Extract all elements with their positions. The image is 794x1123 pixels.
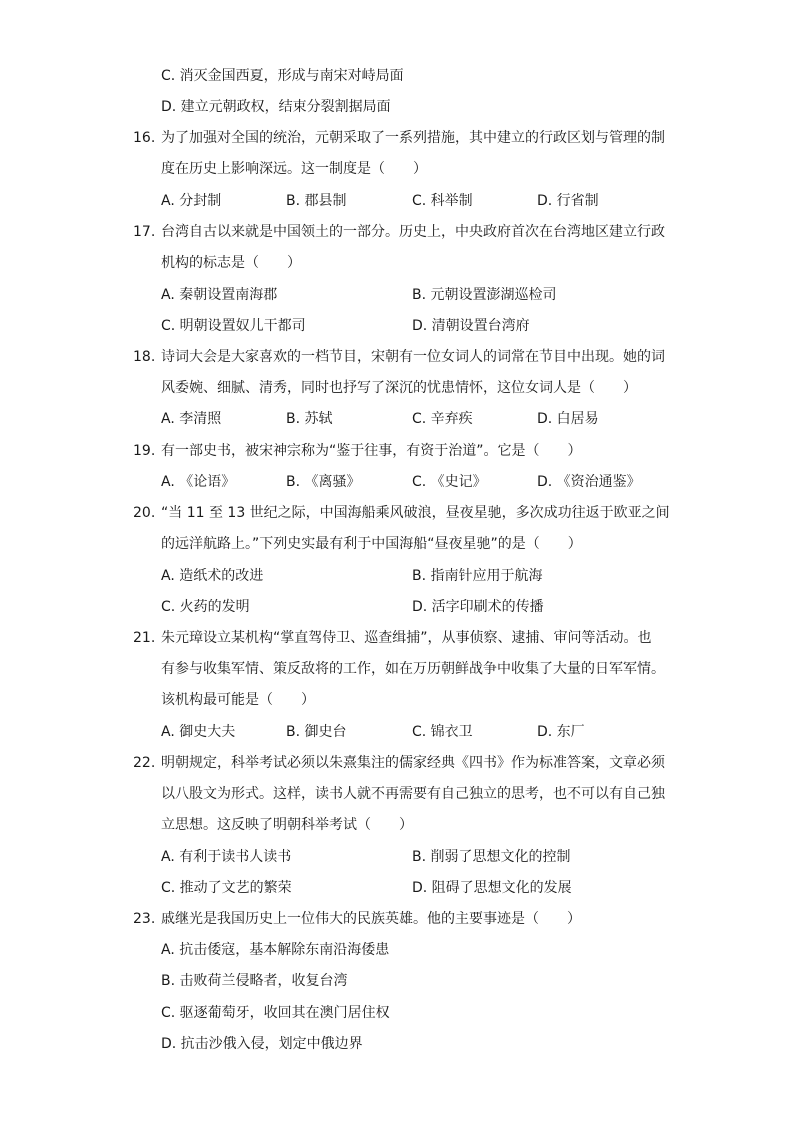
q19-option-c: C. 《史记》 [412,474,487,490]
q22-option-c: C. 推动了文艺的繁荣 [161,880,292,896]
q18-option-c: C. 辛弃疾 [412,411,473,427]
q17-option-a: A. 秦朝设置南海郡 [161,287,278,303]
q22-stem-line2: 以八股文为形式。这样，读书人就不再需要有自己独立的思考，也不可以有自己独 [161,786,665,802]
q20-option-d: D. 活字印刷术的传播 [412,599,544,615]
q18-stem-line2: 风委婉、细腻、清秀，同时也抒写了深沉的忧患情怀，这位女词人是（ ） [161,380,637,396]
q23-option-a: A. 抗击倭寇，基本解除东南沿海倭患 [161,942,390,958]
q16-option-a: A. 分封制 [161,193,222,209]
q21-stem-line3: 该机构最可能是（ ） [161,692,315,708]
q21-stem-line2: 有参与收集军情、策反敌将的工作，如在万历朝鲜战争中收集了大量的日军军情。 [161,661,665,677]
q17-option-c: C. 明朝设置奴儿干都司 [161,318,306,334]
q17-option-d: D. 清朝设置台湾府 [412,318,530,334]
q22-option-a: A. 有利于读书人读书 [161,849,292,865]
q21-number: 21. [133,630,156,646]
q22-option-d: D. 阻碍了思想文化的发展 [412,880,572,896]
q20-option-c: C. 火药的发明 [161,599,250,615]
q17-stem-line1: 台湾自古以来就是中国领土的一部分。历史上，中央政府首次在台湾地区建立行政 [161,224,665,240]
q17-option-b: B. 元朝设置澎湖巡检司 [412,287,557,303]
q19-option-b: B. 《离骚》 [286,474,361,490]
q20-number: 20. [133,505,156,521]
q20-stem-line2: 的远洋航路上。”下列史实最有利于中国海船“昼夜星驰”的是（ ） [161,536,582,552]
q21-option-b: B. 御史台 [286,724,347,740]
q21-option-c: C. 锦衣卫 [412,724,473,740]
q22-stem-line3: 立思想。这反映了明朝科举考试（ ） [161,817,413,833]
q22-number: 22. [133,755,156,771]
q16-option-c: C. 科举制 [412,193,473,209]
q19-number: 19. [133,443,156,459]
q15-option-d: D. 建立元朝政权，结束分裂割据局面 [161,99,391,115]
q18-option-a: A. 李清照 [161,411,222,427]
q15-option-c: C. 消灭金国西夏，形成与南宋对峙局面 [161,68,404,84]
q16-number: 16. [133,130,156,146]
q16-stem-line2: 度在历史上影响深远。这一制度是（ ） [161,161,427,177]
q20-option-a: A. 造纸术的改进 [161,568,264,584]
q16-option-d: D. 行省制 [537,193,599,209]
q21-stem-line1: 朱元璋设立某机构“掌直驾侍卫、巡查缉捕”，从事侦察、逮捕、审问等活动。也 [161,630,652,646]
q21-option-d: D. 东厂 [537,724,585,740]
q22-stem-line1: 明朝规定，科举考试必须以朱熹集注的儒家经典《四书》作为标准答案，文章必须 [161,755,665,771]
q16-stem-line1: 为了加强对全国的统治，元朝采取了一系列措施，其中建立的行政区划与管理的制 [161,130,665,146]
q23-option-c: C. 驱逐葡萄牙，收回其在澳门居住权 [161,1005,390,1021]
q21-option-a: A. 御史大夫 [161,724,236,740]
q20-option-b: B. 指南针应用于航海 [412,568,543,584]
q23-option-b: B. 击败荷兰侵略者，收复台湾 [161,973,348,989]
q18-number: 18. [133,349,156,365]
q18-option-d: D. 白居易 [537,411,599,427]
q19-stem-line1: 有一部史书，被宋神宗称为“鉴于往事，有资于治道”。它是（ ） [161,443,582,459]
q16-option-b: B. 郡县制 [286,193,347,209]
q22-option-b: B. 削弱了思想文化的控制 [412,849,571,865]
q18-stem-line1: 诗词大会是大家喜欢的一档节目，宋朝有一位女词人的词常在节目中出现。她的词 [161,349,665,365]
q20-stem-line1: “当 11 至 13 世纪之际，中国海船乘风破浪，昼夜星驰，多次成功往返于欧亚之间 [161,505,670,521]
q19-option-a: A. 《论语》 [161,474,236,490]
q18-option-b: B. 苏轼 [286,411,333,427]
q17-stem-line2: 机构的标志是（ ） [161,255,301,271]
q23-number: 23. [133,911,156,927]
q19-option-d: D. 《资治通鉴》 [537,474,641,490]
q17-number: 17. [133,224,156,240]
q23-option-d: D. 抗击沙俄入侵，划定中俄边界 [161,1036,363,1052]
q23-stem-line1: 戚继光是我国历史上一位伟大的民族英雄。他的主要事迹是（ ） [161,911,581,927]
